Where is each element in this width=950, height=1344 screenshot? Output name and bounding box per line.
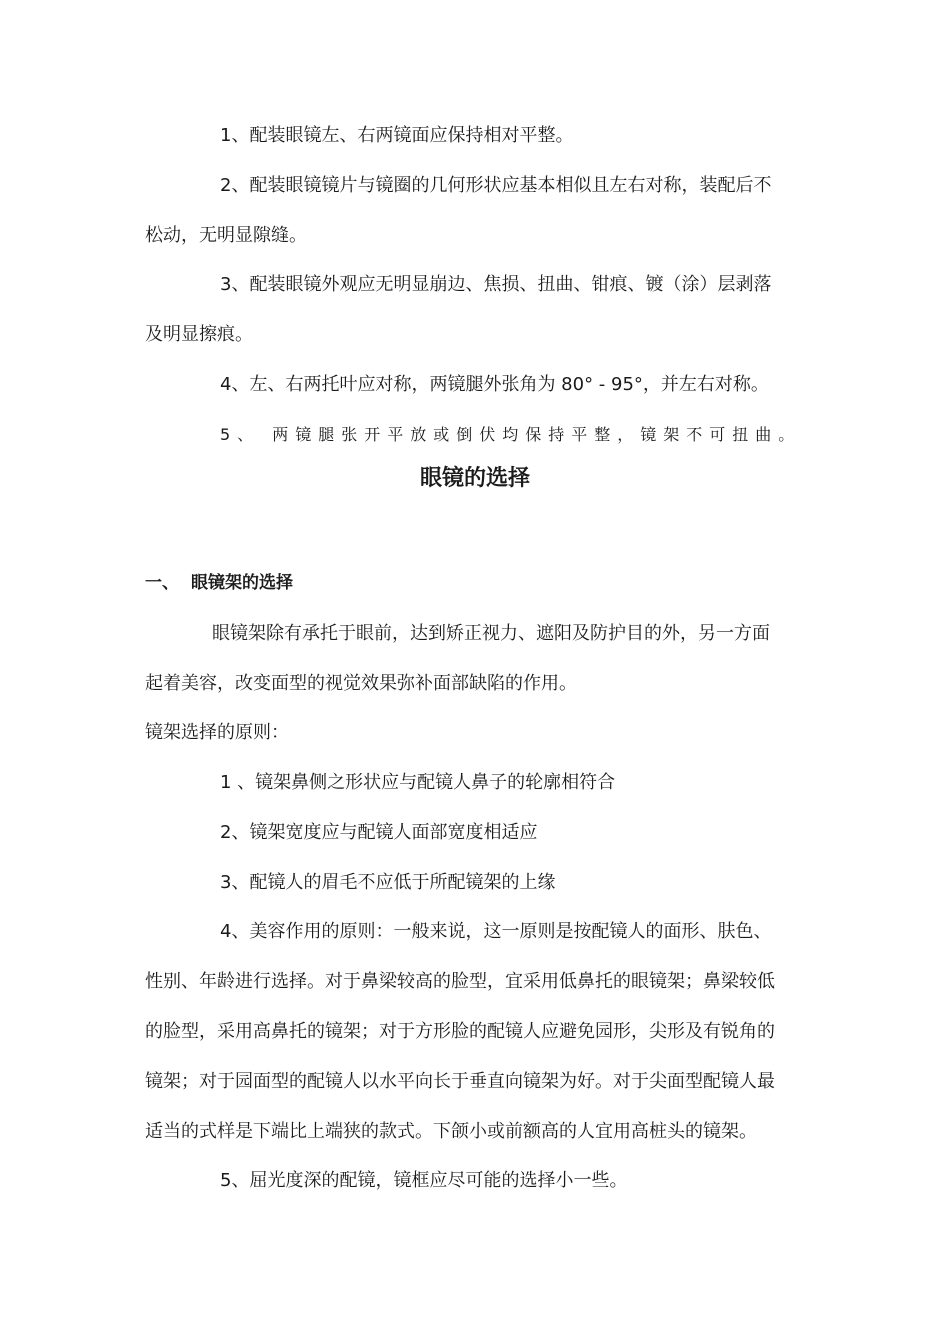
- principle-4-line-5: 适当的式样是下端比上端狭的款式。下颌小或前额高的人宜用高桩头的镜架。: [145, 1121, 757, 1142]
- section-number: 一、: [145, 573, 179, 593]
- document-title: 眼镜的选择: [419, 466, 530, 491]
- section-heading: [145, 570, 293, 596]
- principle-4-line-2: 性别、年龄进行选择。对于鼻梁较高的脸型，宜采用低鼻托的眼镜架；鼻梁较低: [145, 971, 775, 992]
- assembly-item-2-line-2: 松动，无明显隙缝。: [145, 225, 307, 246]
- principle-2: 2、镜架宽度应与配镜人面部宽度相适应: [220, 822, 538, 843]
- intro-line-1: 眼镜架除有承托于眼前，达到矫正视力、遮阳及防护目的外，另一方面: [212, 623, 770, 644]
- assembly-item-5: 5、 两镜腿张开平放或倒伏均保持平整，镜架不可扭曲。: [220, 425, 802, 444]
- assembly-item-1: 1、配装眼镜左、右两镜面应保持相对平整。: [220, 125, 574, 146]
- principle-4-line-1: 4、美容作用的原则：一般来说，这一原则是按配镜人的面形、肤色、: [220, 921, 772, 942]
- principle-1: 1 、镜架鼻侧之形状应与配镜人鼻子的轮廓相符合: [220, 772, 616, 793]
- assembly-item-3-line-2: 及明显擦痕。: [145, 324, 253, 345]
- principle-4-line-4: 镜架；对于园面型的配镜人以水平向长于垂直向镜架为好。对于尖面型配镜人最: [145, 1071, 775, 1092]
- assembly-item-2-line-1: 2、配装眼镜镜片与镜圈的几何形状应基本相似且左右对称，装配后不: [220, 175, 772, 196]
- principle-4-line-3: 的脸型，采用高鼻托的镜架；对于方形脸的配镜人应避免园形，尖形及有锐角的: [145, 1021, 775, 1042]
- principle-3: 3、配镜人的眉毛不应低于所配镜架的上缘: [220, 872, 556, 893]
- assembly-item-4: 4、左、右两托叶应对称，两镜腿外张角为 80° - 95°，并左右对称。: [220, 374, 769, 395]
- assembly-item-3-line-1: 3、配装眼镜外观应无明显崩边、焦损、扭曲、钳痕、镀（涂）层剥落: [220, 274, 772, 295]
- intro-line-2: 起着美容，改变面型的视觉效果弥补面部缺陷的作用。: [145, 673, 577, 694]
- principle-5: 5、屈光度深的配镜，镜框应尽可能的选择小一些。: [220, 1170, 628, 1191]
- section-heading-text: 眼镜架的选择: [191, 573, 293, 593]
- principles-label: 镜架选择的原则：: [145, 722, 289, 743]
